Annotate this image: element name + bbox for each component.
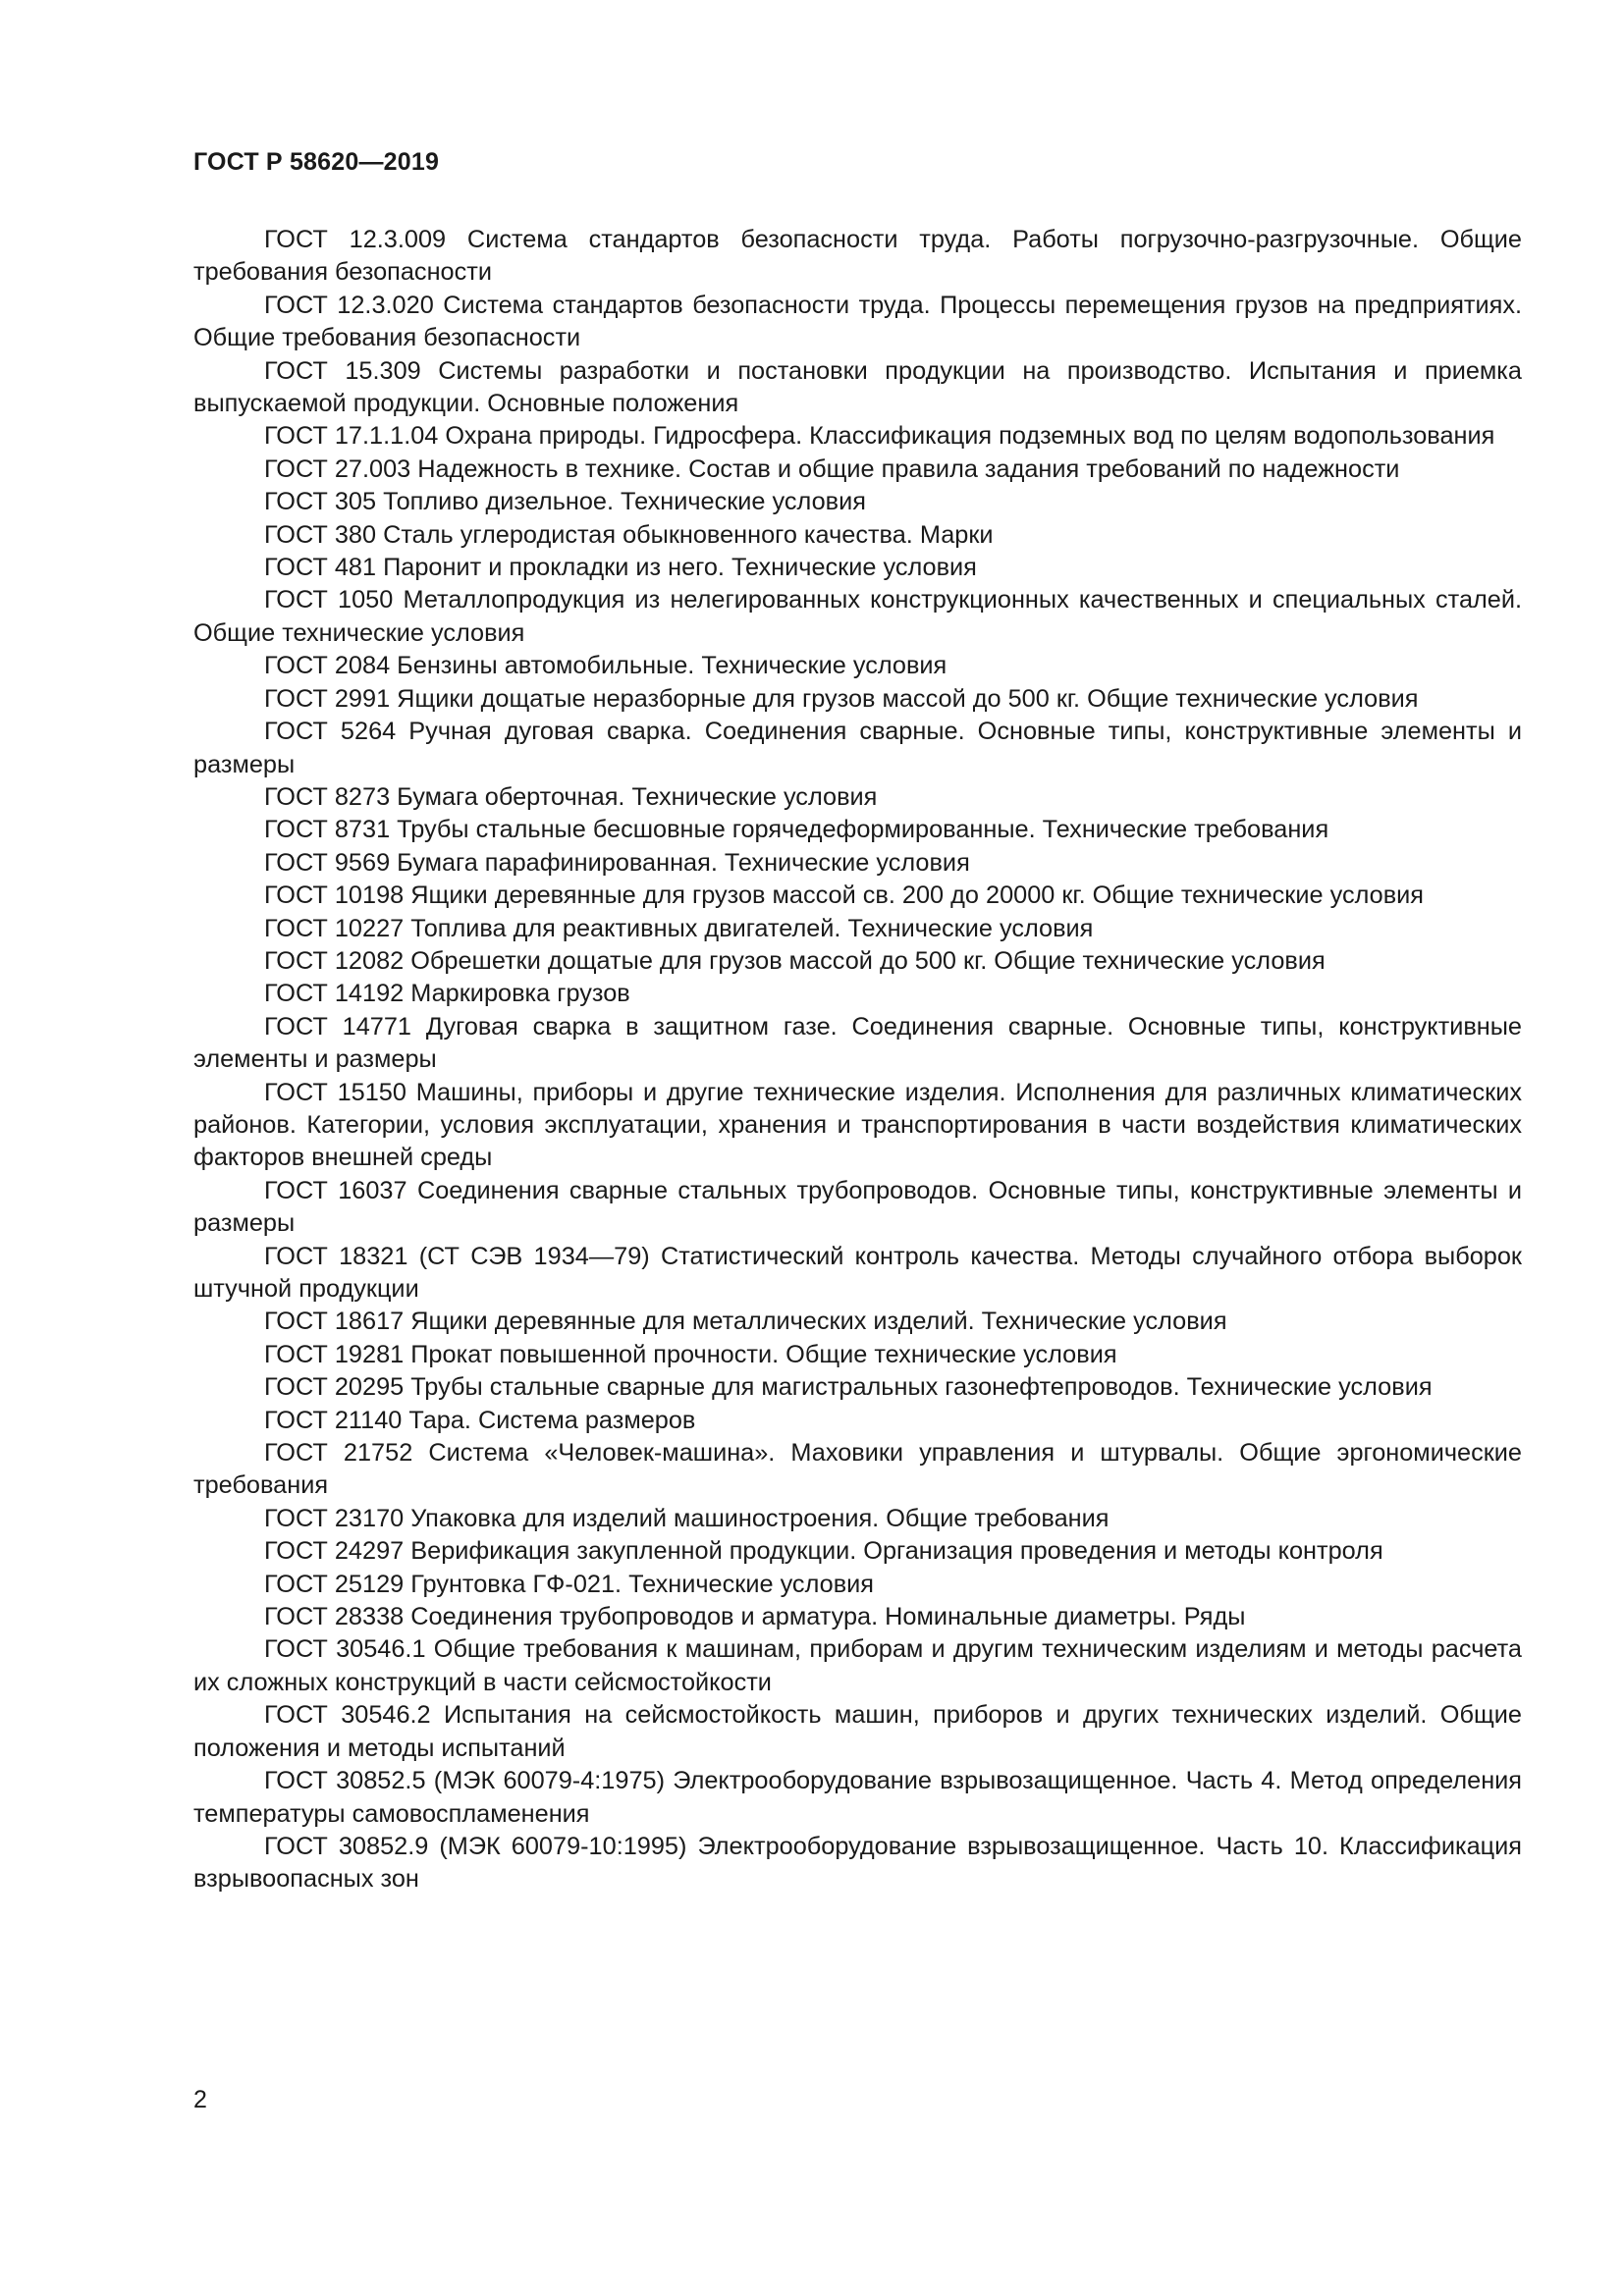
reference-title: Трубы стальные бесшовные горячедеформированные. Технические требования (397, 816, 1329, 844)
reference-title: Ящики деревянные для грузов массой св. 200 до 20000 кг. Общие технические условия (410, 881, 1424, 910)
reference-entry (193, 1241, 1522, 1307)
reference-title: Дуговая сварка в защитном газе. Соединения сварные. Основные типы, конструктивные элементы и размеры (193, 1012, 1523, 1074)
reference-entry (193, 1569, 1522, 1601)
reference-code: ГОСТ 305 (264, 488, 377, 516)
reference-code: ГОСТ 30546.1 (264, 1635, 426, 1664)
reference-entry (193, 1633, 1522, 1699)
reference-entry (193, 913, 1522, 945)
reference-code: ГОСТ 30852.9 (264, 1832, 429, 1860)
reference-title: Системы разработки и постановки продукции на производство. Испытания и приемка выпускаемой продукции. Основные положения (193, 356, 1522, 418)
reference-title: Трубы стальные сварные для магистральных газонефтепроводов. Технические условия (410, 1373, 1433, 1402)
reference-title: Грунтовка ГФ-021. Технические условия (410, 1570, 874, 1598)
reference-entry (193, 1339, 1522, 1371)
reference-entry (193, 1077, 1522, 1175)
reference-title: Паронит и прокладки из него. Технические условия (383, 554, 977, 582)
reference-title: Общие требования к машинам, приборам и другим техническим изделиям и методы расчета их сложных конструкций в части сейсмостойкости (193, 1635, 1523, 1696)
reference-entry (193, 1437, 1522, 1503)
reference-code: ГОСТ 30852.5 (264, 1767, 426, 1795)
reference-code: ГОСТ 19281 (264, 1340, 405, 1368)
reference-entry (193, 1535, 1522, 1568)
reference-code: ГОСТ 10198 (264, 881, 405, 910)
reference-entry (193, 454, 1522, 486)
reference-entry (193, 290, 1522, 355)
reference-code: ГОСТ 25129 (264, 1570, 405, 1598)
reference-code: ГОСТ 1050 (264, 586, 394, 614)
reference-code: ГОСТ 8731 (264, 816, 391, 844)
reference-title: Маркировка грузов (410, 980, 630, 1008)
reference-entry (193, 224, 1522, 290)
reference-title: Прокат повышенной прочности. Общие технические условия (410, 1340, 1117, 1368)
reference-title: Обрешетки дощатые для грузов массой до 500 кг. Общие технические условия (410, 946, 1326, 975)
reference-entry (193, 486, 1522, 518)
reference-title: Верификация закупленной продукции. Организация проведения и методы контроля (410, 1537, 1383, 1566)
reference-title: Бумага парафинированная. Технические условия (397, 848, 970, 877)
reference-entry (193, 945, 1522, 978)
reference-title: Охрана природы. Гидросфера. Классификация подземных вод по целям водопользования (445, 422, 1495, 451)
reference-entry (193, 1371, 1522, 1404)
reference-title: Система «Человек-машина». Маховики управления и штурвалы. Общие эргономические требования (193, 1439, 1522, 1500)
reference-entry (193, 683, 1522, 716)
reference-code: ГОСТ 12082 (264, 946, 405, 975)
reference-title: Машины, приборы и другие технические изделия. Исполнения для различных климатических районов. Категории, условия эксплуатации, хранения и транспортирования в части воздействия климатических факторов внешней среды (193, 1078, 1522, 1172)
reference-code: ГОСТ 21140 (264, 1406, 403, 1434)
reference-title: Система стандартов безопасности труда. Работы погрузочно-разгрузочные. Общие требования безопасности (193, 226, 1523, 287)
reference-entry (193, 1011, 1522, 1077)
reference-entry (193, 1699, 1522, 1765)
reference-title: Ящики деревянные для металлических изделий. Технические условия (410, 1308, 1227, 1336)
reference-title: Сталь углеродистая обыкновенного качества. Марки (383, 520, 994, 549)
reference-code: ГОСТ 23170 (264, 1504, 405, 1532)
reference-entry (193, 880, 1522, 912)
reference-code: ГОСТ 24297 (264, 1537, 405, 1566)
reference-title: Металлопродукция из нелегированных конструкционных качественных и специальных сталей. Общие технические условия (193, 586, 1522, 647)
reference-code: ГОСТ 20295 (264, 1373, 405, 1402)
reference-code: ГОСТ 15150 (264, 1078, 406, 1106)
reference-title: Соединения сварные стальных трубопроводов. Основные типы, конструктивные элементы и размеры (193, 1176, 1523, 1238)
reference-entry (193, 1601, 1522, 1633)
reference-code: ГОСТ 10227 (264, 914, 405, 942)
reference-code: ГОСТ 12.3.009 (264, 226, 447, 253)
reference-entry (193, 420, 1522, 453)
reference-title: Ящики дощатые неразборные для грузов массой до 500 кг. Общие технические условия (397, 684, 1419, 713)
reference-title: Топлива для реактивных двигателей. Технические условия (410, 914, 1094, 942)
reference-code: ГОСТ 17.1.1.04 (264, 422, 439, 451)
reference-entry (193, 1503, 1522, 1535)
reference-code: ГОСТ 380 (264, 520, 377, 549)
reference-entry (193, 355, 1522, 421)
reference-entry (193, 1405, 1522, 1437)
reference-title: Испытания на сейсмостойкость машин, приборов и других технических изделий. Общие положения и методы испытаний (193, 1701, 1522, 1762)
reference-entry (193, 650, 1522, 682)
reference-title: (МЭК 60079-10:1995) Электрооборудование взрывозащищенное. Часть 10. Классификация взрывоопасных зон (193, 1832, 1522, 1894)
reference-title: (МЭК 60079-4:1975) Электрооборудование взрывозащищенное. Часть 4. Метод определения температуры самовоспламенения (193, 1767, 1522, 1828)
reference-code: ГОСТ 28338 (264, 1603, 405, 1631)
reference-title: (СТ СЭВ 1934—79) Статистический контроль качества. Методы случайного отбора выборок штучной продукции (193, 1242, 1522, 1303)
reference-code: ГОСТ 14771 (264, 1012, 412, 1041)
reference-code: ГОСТ 2084 (264, 652, 391, 680)
reference-entry (193, 519, 1522, 552)
reference-code: ГОСТ 2991 (264, 684, 391, 713)
reference-code: ГОСТ 12.3.020 (264, 291, 434, 319)
reference-code: ГОСТ 27.003 (264, 454, 411, 483)
reference-title: Топливо дизельное. Технические условия (383, 488, 866, 516)
reference-code: ГОСТ 481 (264, 554, 377, 582)
reference-entry (193, 781, 1522, 814)
reference-entry (193, 1306, 1522, 1338)
reference-title: Упаковка для изделий машиностроения. Общие требования (410, 1504, 1110, 1532)
reference-code: ГОСТ 16037 (264, 1176, 407, 1204)
reference-entry (193, 847, 1522, 880)
standard-header: ГОСТ Р 58620—2019 (193, 148, 440, 176)
reference-entry (193, 552, 1522, 584)
reference-code: ГОСТ 14192 (264, 980, 405, 1008)
normative-references-list (193, 224, 1522, 1896)
reference-title: Надежность в технике. Состав и общие правила задания требований по надежности (417, 454, 1400, 483)
reference-title: Ручная дуговая сварка. Соединения сварные. Основные типы, конструктивные элементы и размеры (193, 718, 1522, 778)
reference-code: ГОСТ 9569 (264, 848, 391, 877)
reference-code: ГОСТ 5264 (264, 718, 397, 746)
reference-code: ГОСТ 18321 (264, 1242, 408, 1270)
reference-entry (193, 584, 1522, 650)
reference-title: Бензины автомобильные. Технические условия (397, 652, 947, 680)
reference-title: Тара. Система размеров (408, 1406, 696, 1434)
reference-code: ГОСТ 15.309 (264, 356, 421, 385)
reference-entry (193, 1831, 1522, 1896)
reference-entry (193, 814, 1522, 846)
reference-code: ГОСТ 8273 (264, 782, 391, 811)
reference-code: ГОСТ 30546.2 (264, 1701, 431, 1730)
reference-title: Система стандартов безопасности труда. Процессы перемещения грузов на предприятиях. Общие требования безопасности (193, 291, 1523, 352)
page-number: 2 (193, 2086, 207, 2113)
reference-entry (193, 1175, 1522, 1241)
reference-title: Соединения трубопроводов и арматура. Номинальные диаметры. Ряды (410, 1603, 1246, 1631)
reference-entry (193, 978, 1522, 1010)
reference-code: ГОСТ 18617 (264, 1308, 405, 1336)
reference-entry (193, 716, 1522, 781)
reference-code: ГОСТ 21752 (264, 1439, 413, 1468)
reference-entry (193, 1765, 1522, 1831)
reference-title: Бумага оберточная. Технические условия (397, 782, 878, 811)
